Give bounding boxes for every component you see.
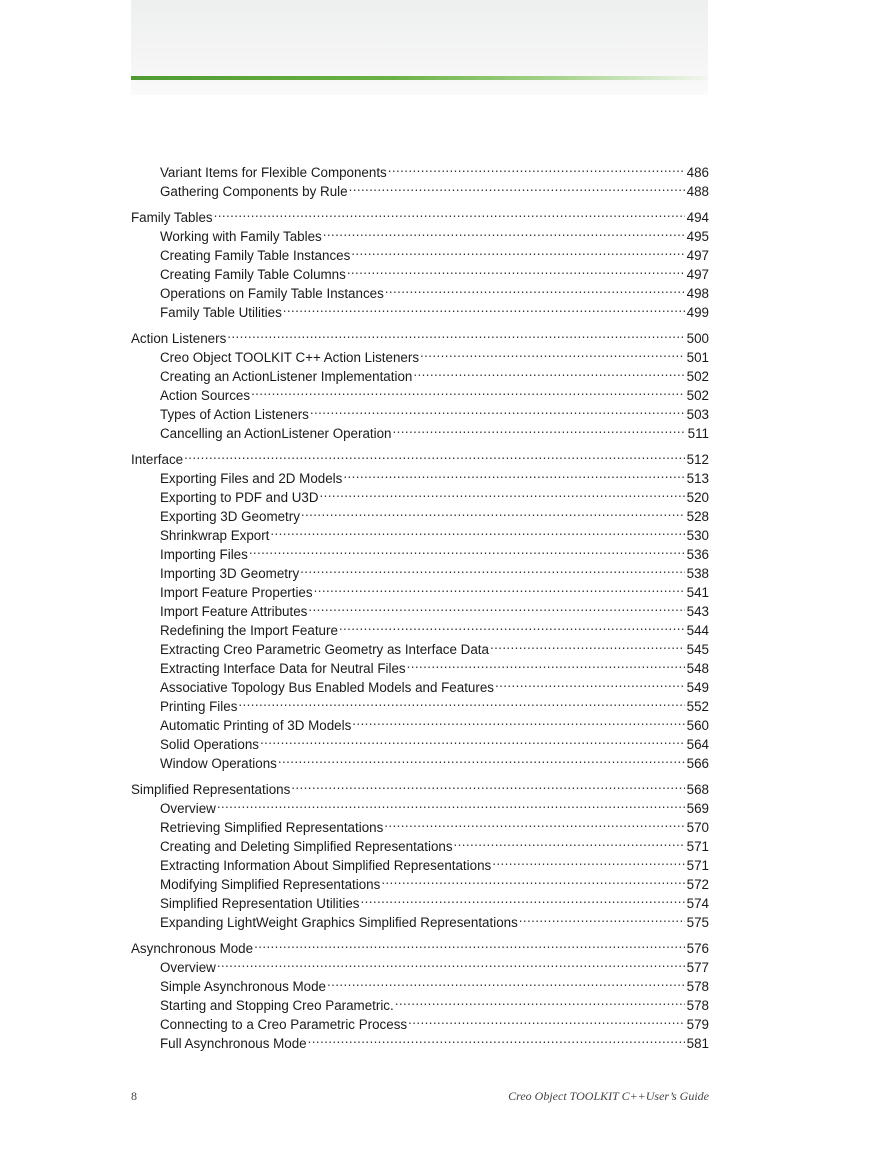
toc-entry-title: Import Feature Attributes (160, 604, 308, 619)
toc-entry-page: 548 (686, 661, 709, 676)
toc-entry-title: Expanding LightWeight Graphics Simplified Representations (160, 915, 518, 930)
toc-dot-leader (291, 775, 684, 794)
toc-dot-leader (310, 400, 685, 419)
toc-dot-leader (454, 832, 685, 851)
toc-dot-leader (227, 324, 684, 343)
toc-dot-leader (301, 502, 685, 521)
toc-dot-leader (217, 953, 685, 972)
toc-dot-leader (490, 635, 685, 654)
toc-entry-title: Types of Action Listeners (160, 407, 309, 422)
toc-entry-title: Solid Operations (160, 737, 259, 752)
toc-entry-title: Creating an ActionListener Implementation (160, 369, 413, 384)
toc-entry-page: 513 (686, 471, 709, 486)
toc-entry-page: 502 (686, 388, 709, 403)
toc-dot-leader (519, 908, 685, 927)
toc-subentry[interactable] (131, 222, 709, 244)
toc-entry-title: Extracting Information About Simplified Representations (160, 858, 492, 873)
toc-dot-leader (413, 362, 684, 381)
toc-entry-page: 528 (686, 509, 709, 524)
toc-entry-page: 497 (686, 248, 709, 263)
toc-section (131, 775, 709, 930)
toc-entry-title: Extracting Creo Parametric Geometry as Interface Data (160, 642, 489, 657)
toc-subentry[interactable] (131, 953, 709, 975)
toc-entry-title: Simple Asynchronous Mode (160, 979, 326, 994)
toc-dot-leader (308, 597, 684, 616)
toc-dot-leader (278, 749, 685, 768)
toc-entry-title: Window Operations (160, 756, 277, 771)
toc-subentry[interactable] (131, 464, 709, 486)
toc-entry-page: 486 (686, 165, 709, 180)
toc-entry-title: Modifying Simplified Representations (160, 877, 381, 892)
toc-dot-leader (300, 559, 684, 578)
toc-entry-title: Connecting to a Creo Parametric Process (160, 1017, 408, 1032)
toc-dot-leader (347, 260, 685, 279)
toc-dot-leader (381, 870, 684, 889)
toc-dot-leader (360, 889, 684, 908)
toc-entry-page: 520 (686, 490, 709, 505)
toc-entry-page: 571 (686, 839, 709, 854)
toc-entry-page: 512 (686, 452, 709, 467)
toc-entry-page: 579 (686, 1017, 709, 1032)
toc-entry-page: 566 (686, 756, 709, 771)
toc-entry-page: 502 (686, 369, 709, 384)
toc-subentry[interactable] (131, 972, 709, 994)
toc-dot-leader (395, 991, 685, 1010)
toc-dot-leader (270, 521, 684, 540)
toc-dot-leader (495, 673, 685, 692)
toc-chapter-entry[interactable] (131, 324, 709, 346)
toc-entry-title: Creating and Deleting Simplified Representations (160, 839, 453, 854)
toc-entry-title: Redefining the Import Feature (160, 623, 338, 638)
toc-entry-title: Asynchronous Mode (131, 941, 254, 956)
toc-entry-page: 494 (686, 210, 709, 225)
toc-entry-page: 498 (686, 286, 709, 301)
toc-entry-title: Overview (160, 960, 216, 975)
toc-dot-leader (388, 158, 685, 177)
toc-entry-title: Importing 3D Geometry (160, 566, 300, 581)
toc-entry-page: 511 (687, 426, 709, 441)
toc-entry-title: Simplified Representations (131, 782, 291, 797)
toc-entry-page: 530 (686, 528, 709, 543)
toc-dot-leader (249, 540, 685, 559)
toc-section (131, 158, 709, 199)
toc-dot-leader (251, 381, 685, 400)
toc-entry-title: Importing Files (160, 547, 248, 562)
toc-entry-page: 576 (686, 941, 709, 956)
toc-entry-page: 541 (686, 585, 709, 600)
toc-entry-page: 488 (686, 184, 709, 199)
footer-page-number: 8 (131, 1089, 137, 1103)
toc-dot-leader (407, 654, 685, 673)
toc-section (131, 203, 709, 320)
toc-entry-title: Creating Family Table Instances (160, 248, 351, 263)
toc-dot-leader (327, 972, 685, 991)
toc-entry-title: Cancelling an ActionListener Operation (160, 426, 392, 441)
toc-entry-page: 570 (686, 820, 709, 835)
toc-chapter-entry[interactable] (131, 934, 709, 956)
toc-entry-title: Shrinkwrap Export (160, 528, 270, 543)
toc-entry-page: 495 (686, 229, 709, 244)
toc-dot-leader (238, 692, 684, 711)
toc-entry-page: 499 (686, 305, 709, 320)
toc-dot-leader (384, 813, 684, 832)
toc-entry-page: 538 (686, 566, 709, 581)
toc-dot-leader (214, 203, 685, 222)
toc-entry-title: Printing Files (160, 699, 238, 714)
toc-entry-title: Full Asynchronous Mode (160, 1036, 307, 1051)
header-rule (131, 76, 708, 80)
toc-dot-leader (260, 730, 685, 749)
toc-chapter-entry[interactable] (131, 445, 709, 467)
toc-entry-page: 536 (686, 547, 709, 562)
toc-entry-title: Retrieving Simplified Representations (160, 820, 384, 835)
toc-entry-page: 549 (686, 680, 709, 695)
table-of-contents (131, 158, 709, 1055)
toc-dot-leader (351, 241, 684, 260)
toc-dot-leader (283, 298, 685, 317)
toc-dot-leader (420, 343, 685, 362)
toc-entry-title: Import Feature Properties (160, 585, 313, 600)
toc-entry-title: Operations on Family Table Instances (160, 286, 384, 301)
toc-entry-page: 578 (686, 998, 709, 1013)
toc-dot-leader (393, 419, 686, 438)
toc-entry-page: 503 (686, 407, 709, 422)
toc-dot-leader (339, 616, 685, 635)
toc-entry-title: Interface (131, 452, 184, 467)
toc-dot-leader (323, 222, 685, 241)
toc-entry-page: 568 (686, 782, 709, 797)
toc-entry-page: 581 (686, 1036, 709, 1051)
footer-guide-title: Creo Object TOOLKIT C++User’s Guide (508, 1089, 709, 1103)
toc-section (131, 324, 709, 441)
toc-entry-page: 577 (686, 960, 709, 975)
toc-chapter-entry[interactable] (131, 203, 709, 225)
toc-entry-title: Associative Topology Bus Enabled Models and Features (160, 680, 494, 695)
toc-entry-page: 544 (686, 623, 709, 638)
toc-dot-leader (408, 1010, 685, 1029)
toc-entry-page: 569 (686, 801, 709, 816)
toc-subentry[interactable] (131, 794, 709, 816)
toc-entry-page: 545 (686, 642, 709, 657)
toc-entry-page: 578 (686, 979, 709, 994)
toc-dot-leader (492, 851, 684, 870)
toc-dot-leader (352, 711, 684, 730)
toc-entry-title: Variant Items for Flexible Components (160, 165, 387, 180)
toc-entry-page: 571 (686, 858, 709, 873)
toc-chapter-entry[interactable] (131, 775, 709, 797)
toc-entry-title: Automatic Printing of 3D Models (160, 718, 352, 733)
toc-dot-leader (385, 279, 685, 298)
toc-dot-leader (343, 464, 684, 483)
header-band (131, 0, 708, 95)
toc-entry-page: 560 (686, 718, 709, 733)
toc-entry-page: 572 (686, 877, 709, 892)
toc-entry-title: Action Sources (160, 388, 251, 403)
toc-section (131, 934, 709, 1051)
page-footer (131, 1089, 709, 1107)
toc-entry-title: Simplified Representation Utilities (160, 896, 360, 911)
toc-entry-title: Action Listeners (131, 331, 227, 346)
toc-section (131, 445, 709, 771)
toc-entry-title: Starting and Stopping Creo Parametric. (160, 998, 394, 1013)
toc-dot-leader (320, 483, 685, 502)
toc-dot-leader (254, 934, 685, 953)
toc-entry-title: Gathering Components by Rule (160, 184, 348, 199)
toc-entry-page: 574 (686, 896, 709, 911)
toc-subentry[interactable] (131, 813, 709, 835)
toc-entry-title: Exporting Files and 2D Models (160, 471, 343, 486)
toc-entry-title: Creating Family Table Columns (160, 267, 346, 282)
toc-entry-page: 564 (686, 737, 709, 752)
toc-entry-page: 500 (686, 331, 709, 346)
toc-entry-page: 497 (686, 267, 709, 282)
toc-entry-title: Overview (160, 801, 216, 816)
toc-entry-title: Exporting 3D Geometry (160, 509, 300, 524)
toc-entry-page: 501 (686, 350, 709, 365)
toc-dot-leader (349, 177, 685, 196)
toc-entry-page: 543 (686, 604, 709, 619)
toc-entry-title: Working with Family Tables (160, 229, 322, 244)
toc-dot-leader (184, 445, 685, 464)
toc-dot-leader (314, 578, 685, 597)
toc-entry-title: Extracting Interface Data for Neutral Files (160, 661, 406, 676)
toc-dot-leader (308, 1029, 685, 1048)
toc-entry-page: 552 (686, 699, 709, 714)
toc-entry-title: Exporting to PDF and U3D (160, 490, 319, 505)
toc-entry-title: Family Tables (131, 210, 213, 225)
toc-entry-title: Creo Object TOOLKIT C++ Action Listeners (160, 350, 420, 365)
toc-entry-page: 575 (686, 915, 709, 930)
toc-entry-title: Family Table Utilities (160, 305, 282, 320)
toc-dot-leader (217, 794, 685, 813)
toc-subentry[interactable] (131, 158, 709, 180)
